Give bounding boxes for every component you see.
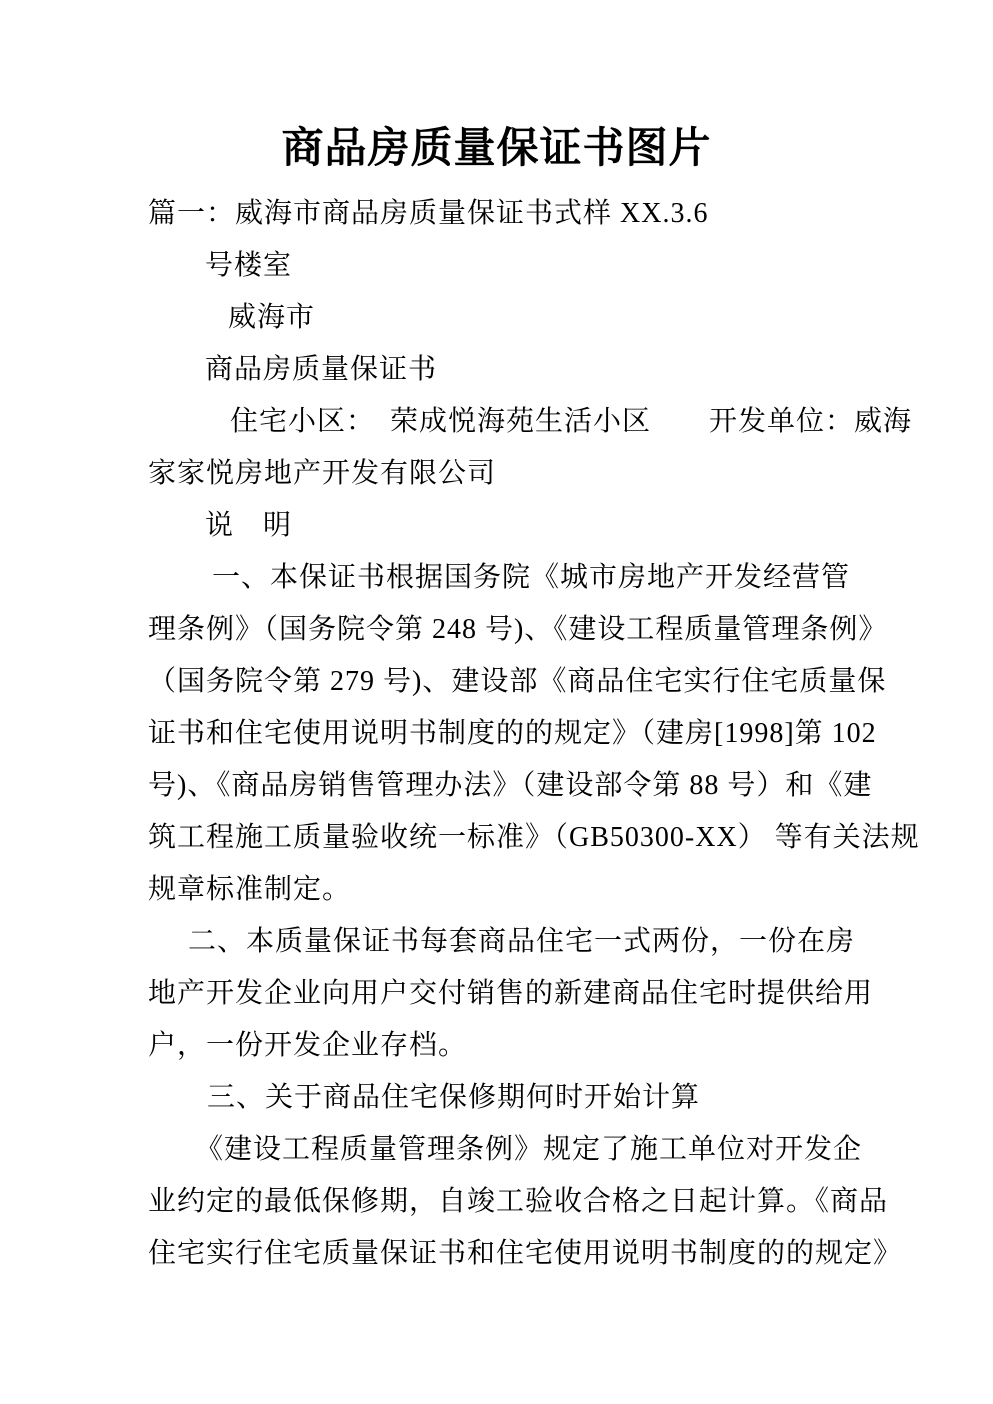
text-line: 《建设工程质量管理条例》规定了施工单位对开发企 bbox=[195, 1134, 863, 1165]
text-line: 规章标准制定。 bbox=[148, 874, 352, 905]
text-line: 说 明 bbox=[205, 510, 293, 541]
text-line: 业约定的最低保修期，自竣工验收合格之日起计算。《商品 bbox=[148, 1186, 889, 1217]
text-line: （国务院令第 279 号)、建设部《商品住宅实行住宅质量保 bbox=[148, 666, 887, 697]
text-line: 地产开发企业向用户交付销售的新建商品住宅时提供给用 bbox=[148, 978, 874, 1009]
text-line: 二、本质量保证书每套商品住宅一式两份，一份在房 bbox=[188, 926, 856, 957]
text-line: 威海市 bbox=[228, 302, 316, 333]
text-line: 户，一份开发企业存档。 bbox=[148, 1030, 468, 1061]
text-line: 商品房质量保证书 bbox=[205, 354, 438, 385]
document-body bbox=[148, 188, 920, 1280]
text-line: 证书和住宅使用说明书制度的的规定》（建房[1998]第 102 bbox=[148, 718, 877, 749]
text-line: 三、关于商品住宅保修期何时开始计算 bbox=[207, 1082, 701, 1113]
text-line: 一、本保证书根据国务院《城市房地产开发经营管 bbox=[212, 562, 851, 593]
text-line: 理条例》（国务院令第 248 号)、《建设工程质量管理条例》 bbox=[148, 614, 888, 645]
text-line: 筑工程施工质量验收统一标准》（GB50300-XX） 等有关法规 bbox=[148, 822, 920, 853]
text-line: 家家悦房地产开发有限公司 bbox=[148, 458, 497, 489]
text-line: 住宅小区： 荣成悦海苑生活小区 开发单位：威海 bbox=[230, 406, 913, 437]
text-line: 号)、《商品房销售管理办法》（建设部令第 88 号）和《建 bbox=[148, 770, 873, 801]
text-line: 号楼室 bbox=[205, 250, 293, 281]
text-line: 篇一：威海市商品房质量保证书式样 XX.3.6 bbox=[148, 198, 709, 229]
text-line: 住宅实行住宅质量保证书和住宅使用说明书制度的的规定》 bbox=[148, 1238, 903, 1269]
document-title: 商品房质量保证书图片 bbox=[281, 126, 712, 172]
